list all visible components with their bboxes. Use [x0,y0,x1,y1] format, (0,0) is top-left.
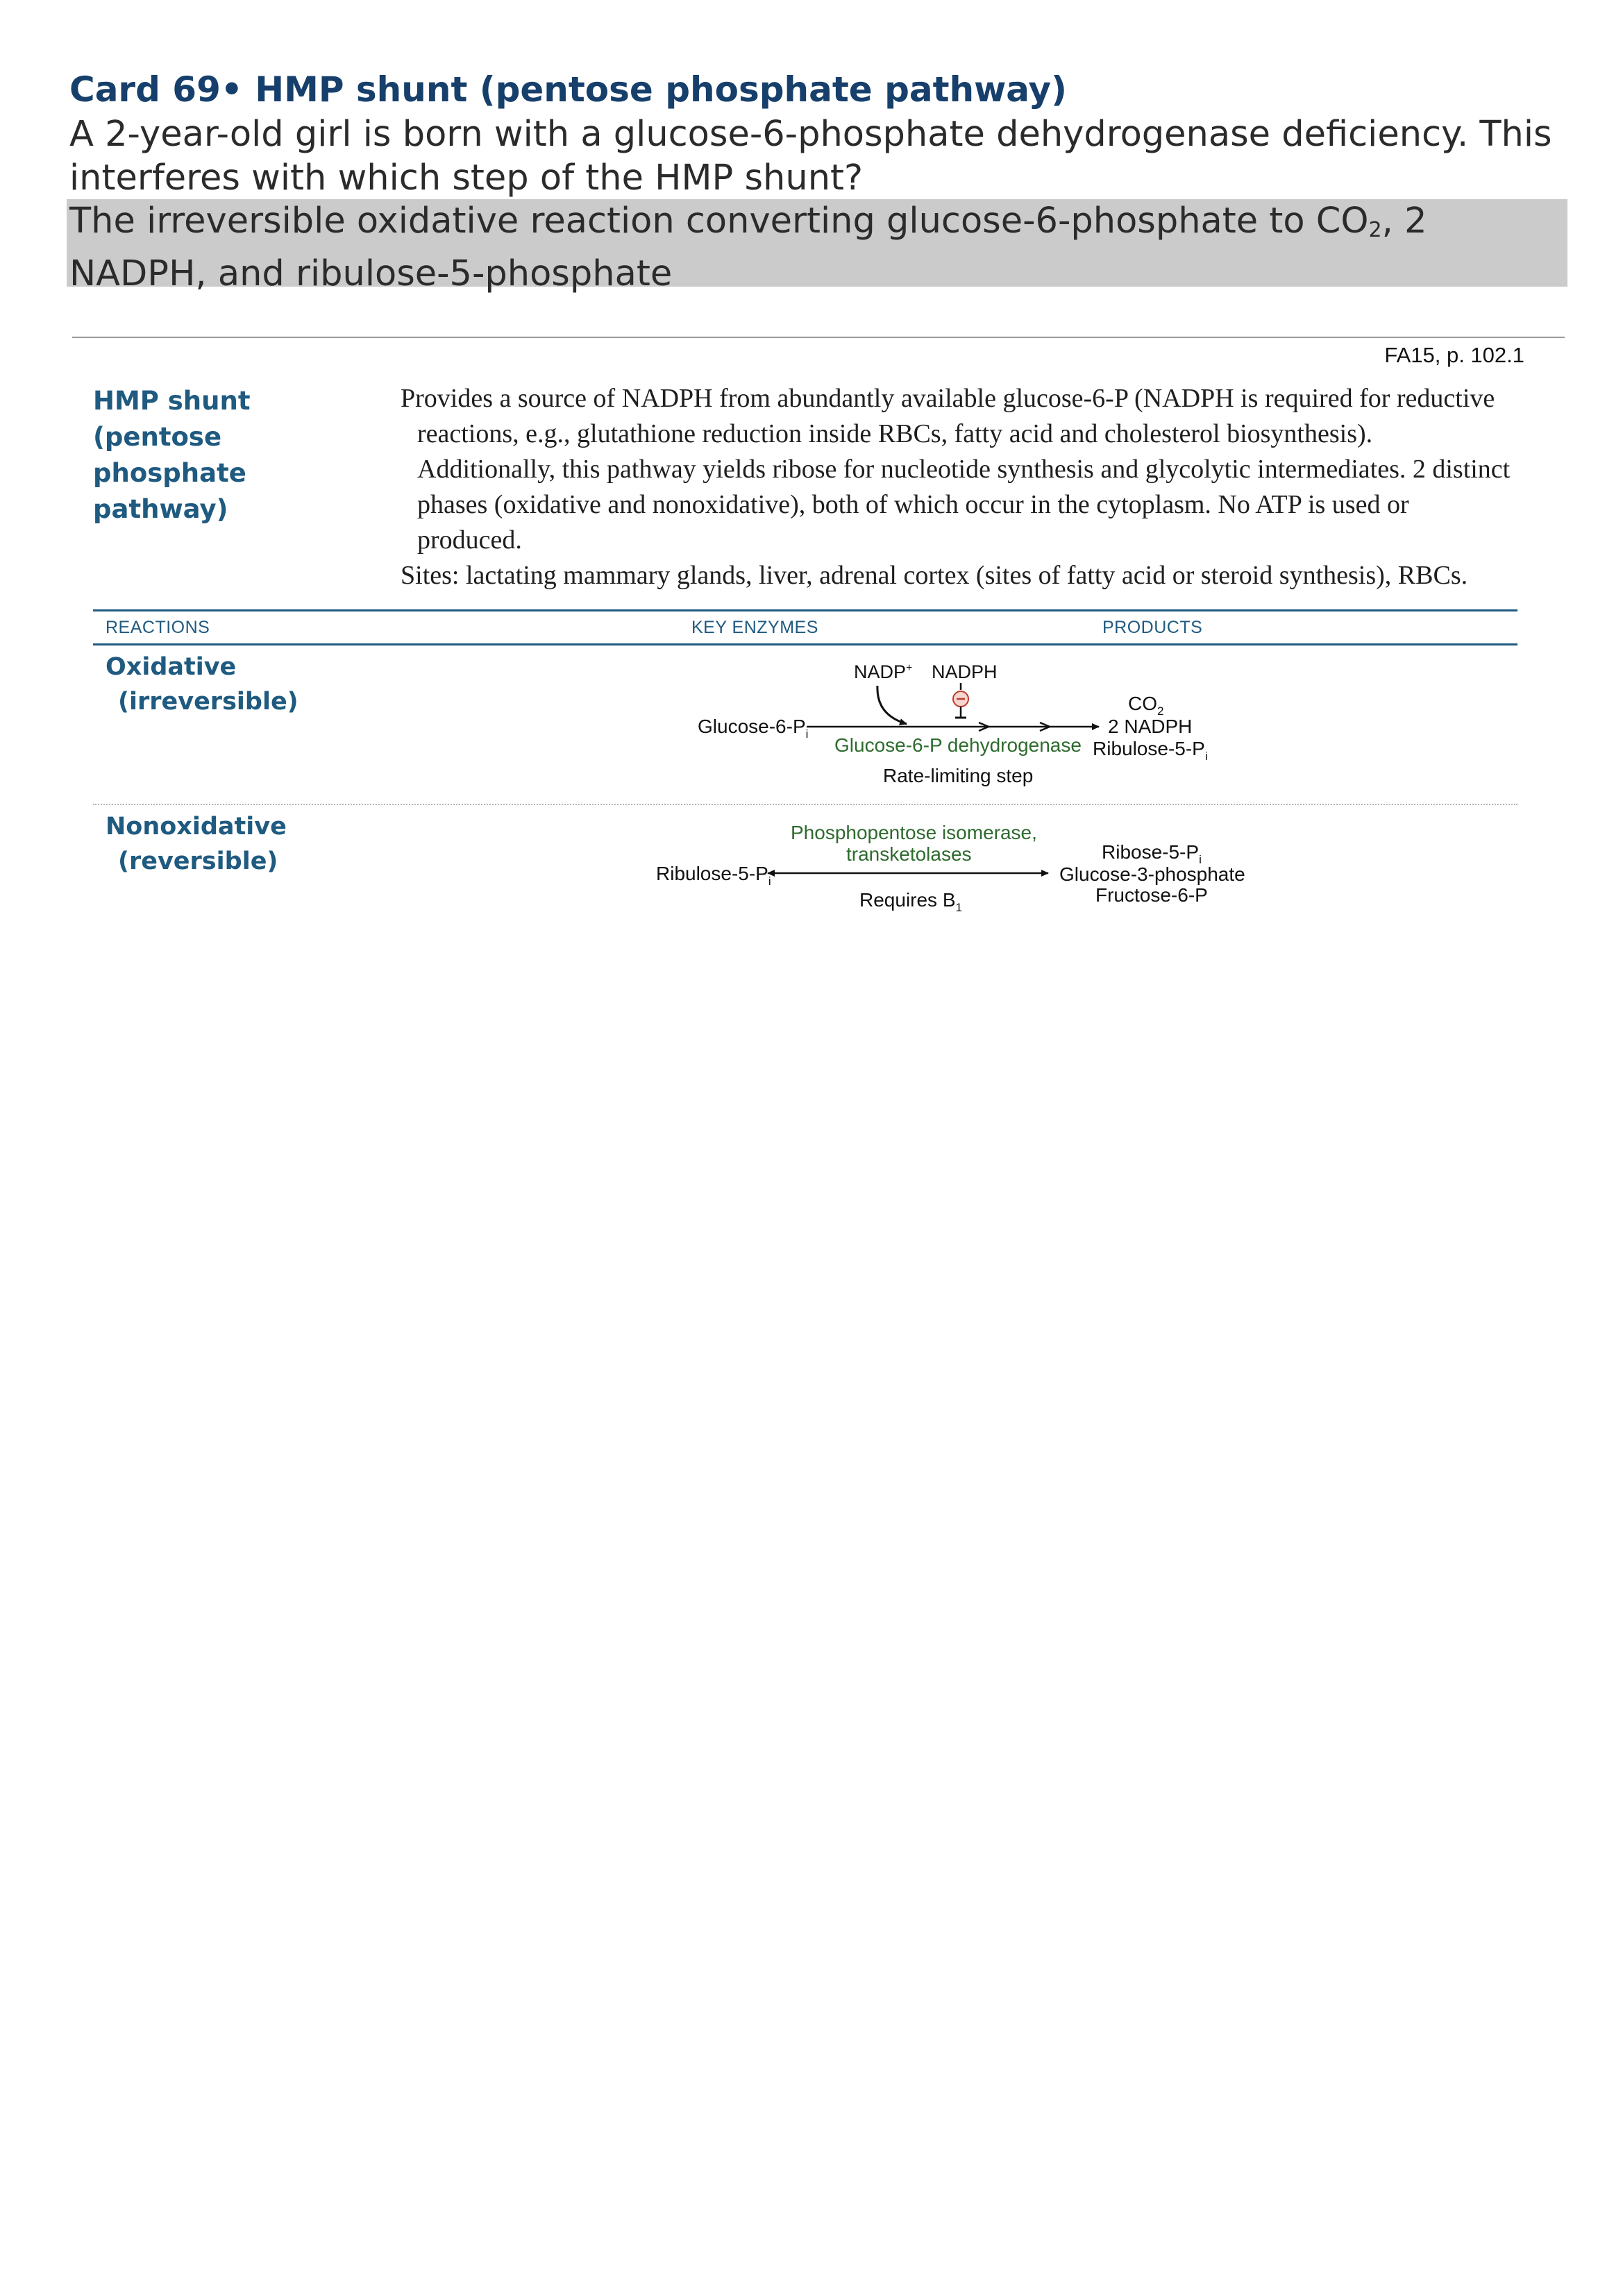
sites-paragraph: Sites: lactating mammary glands, liver, adrenal cortex (sites of fatty acid or steroid synthesis), RBCs. [401,561,1468,590]
oxidative-label: Oxidative [106,653,237,681]
answer-subscript: 2 [1368,218,1382,242]
reference-label: FA15, p. 102.1 [1384,343,1524,367]
nadph-label: NADPH [932,661,998,682]
nadp-label: NADP+ [854,661,913,682]
nonoxidative-substrate: Ribulose-$5-P_i$ [656,863,771,888]
nonoxidative-sublabel: (reversible) [118,847,278,875]
rate-limiting-note: Rate-limiting step [883,765,1034,786]
section-heading: HMP shunt (pentose phosphate pathway) [93,386,251,524]
oxidative-substrate: Glucose-$6-P_i$ [698,716,809,741]
column-header-products: PRODUCTS [1102,618,1203,637]
oxidative-reaction [698,661,1208,786]
column-header-key-enzymes: KEY ENZYMES [691,618,818,637]
oxidative-sublabel: (irreversible) [118,688,298,716]
nonoxidative-enzyme-line2: transketolases [846,843,972,865]
answer-text-part1: The irreversible oxidative reaction converting glucose-6-phosphate to CO [69,201,1369,242]
requires-b1-note: Requires $B_1$ [859,889,962,914]
column-header-reactions: REACTIONS [106,618,210,637]
question-text: A 2-year-old girl is born with a glucose-6-phosphate dehydrogenase deficiency. This interferes with which step of the HMP shunt? [69,114,1552,199]
product-glucose-3-phosphate: Glucose-3-phosphate [1059,863,1245,885]
nonoxidative-reaction [656,822,1245,914]
product-ribose-5-p: Ribose-$5-P_i$ [1102,841,1202,866]
product-fructose-6-p: Fructose-6-P [1095,884,1208,906]
reaction-diagram [0,0,1623,972]
card-title: Card 69• HMP shunt (pentose phosphate pathway) [69,69,1067,110]
product-nadph: 2 NADPH [1108,716,1193,737]
nonoxidative-label: Nonoxidative [106,813,287,841]
description-paragraph: Provides a source of NADPH from abundantly available glucose-6-P (NADPH is required for reductive reactions, e.g., glutathione reduction inside RBCs, fatty acid and cholesterol biosynthesis). Additionally, this pathway yields ribose for nucleotide synthesis and glycolytic intermediates. 2 distinct phases (oxidative and nonoxidative), both of which occur in the cytoplasm. No ATP is used or produced. [401,384,1511,555]
nadp-input-arrow [877,686,907,724]
product-co2: $CO_2$ [1128,693,1164,718]
answer-text-part2: , 2 NADPH, and ribulose-5-phosphate [69,201,1427,294]
oxidative-enzyme: Glucose-6-P dehydrogenase [834,734,1082,756]
product-ribulose-5-p: Ribulose-$5-P_i$ [1093,738,1208,763]
nonoxidative-enzyme-line1: Phosphopentose isomerase, [791,822,1037,843]
